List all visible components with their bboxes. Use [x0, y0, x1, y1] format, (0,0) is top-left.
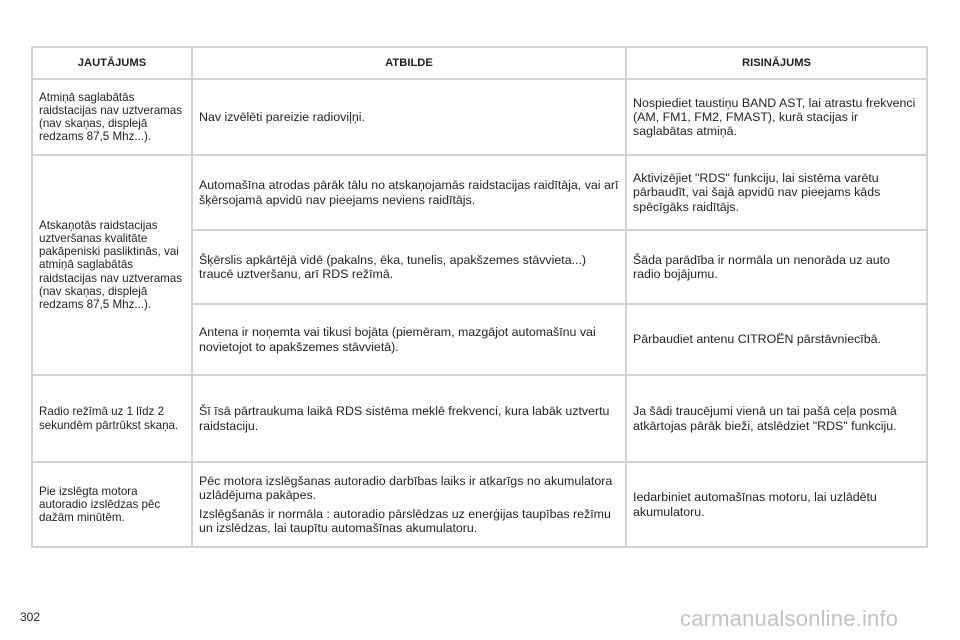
solution-cell: Šāda parādība ir normāla un nenorāda uz auto radio bojājumu. — [627, 231, 926, 303]
answer-cell — [193, 463, 625, 546]
header-row — [33, 48, 926, 78]
question-cell: Radio režīmā uz 1 līdz 2 sekundēm pārtrūkst skaņa. — [33, 376, 191, 461]
answer-cell: Automašīna atrodas pārāk tālu no atskaņojamās raidstacijas raidītāja, vai arī šķērsojamā apvidū nav pieejams neviens raidītājs. — [193, 156, 625, 229]
watermark: carmanualsonline.info — [680, 606, 899, 631]
header-solution: RISINĀJUMS — [627, 48, 926, 78]
solution-cell: Ja šādi traucējumi vienā un tai pašā ceļa posmā atkārtojas pārāk bieži, atslēdziet "RDS" funkciju. — [627, 376, 926, 461]
table-row — [33, 156, 926, 229]
solution-cell: Pārbaudiet antenu CITROËN pārstāvniecībā. — [627, 305, 926, 374]
answer-cell: Nav izvēlēti pareizie radioviļņi. — [193, 80, 625, 154]
table-row — [33, 463, 926, 546]
answer-cell: Šķērslis apkārtējā vidē (pakalns, ēka, tunelis, apakšzemes stāvvieta...) traucē uztveršanu, arī RDS režīmā. — [193, 231, 625, 303]
answer-cell: Antena ir noņemta vai tikusi bojāta (piemēram, mazgājot automašīnu vai novietojot to apakšzemes stāvvietā). — [193, 305, 625, 374]
question-cell: Atmiņā saglabātās raidstacijas nav uztveramas (nav skaņas, displejā redzams 87,5 Mhz...). — [33, 80, 191, 154]
header-answer: ATBILDE — [193, 48, 625, 78]
question-cell: Pie izslēgta motora autoradio izslēdzas pēc dažām minūtēm. — [33, 463, 191, 546]
header-question: JAUTĀJUMS — [33, 48, 191, 78]
solution-cell: Iedarbiniet automašīnas motoru, lai uzlādētu akumulatoru. — [627, 463, 926, 546]
answer-cell: Šī īsā pārtraukuma laikā RDS sistēma meklē frekvenci, kura labāk uztvertu raidstaciju. — [193, 376, 625, 461]
table-row — [33, 80, 926, 154]
solution-cell: Nospiediet taustiņu BAND AST, lai atrastu frekvenci (AM, FM1, FM2, FMAST), kurā stacijas ir saglabātas atmiņā. — [627, 80, 926, 154]
answer-paragraph: Izslēgšanās ir normāla : autoradio pārslēdzas uz enerģijas taupības režīmu un izslēdzas, lai taupītu automašīnas akumulatoru. — [199, 507, 611, 536]
solution-cell: Aktivizējiet "RDS" funkciju, lai sistēma varētu pārbaudīt, vai šajā apvidū nav pieejams kāds spēcīgāks raidītājs. — [627, 156, 926, 229]
page-number: 302 — [20, 610, 41, 624]
question-cell: Atskaņotās raidstacijas uztveršanas kvalitāte pakāpeniski pasliktinās, vai atmiņā saglabātās raidstacijas nav uztveramas (nav skaņas, displejā redzams 87,5 Mhz...). — [33, 156, 191, 374]
troubleshooting-table — [31, 46, 928, 548]
answer-paragraph: Pēc motora izslēgšanas autoradio darbības laiks ir atkarīgs no akumulatora uzlādējuma pakāpes. — [199, 473, 613, 502]
table-row — [33, 376, 926, 461]
